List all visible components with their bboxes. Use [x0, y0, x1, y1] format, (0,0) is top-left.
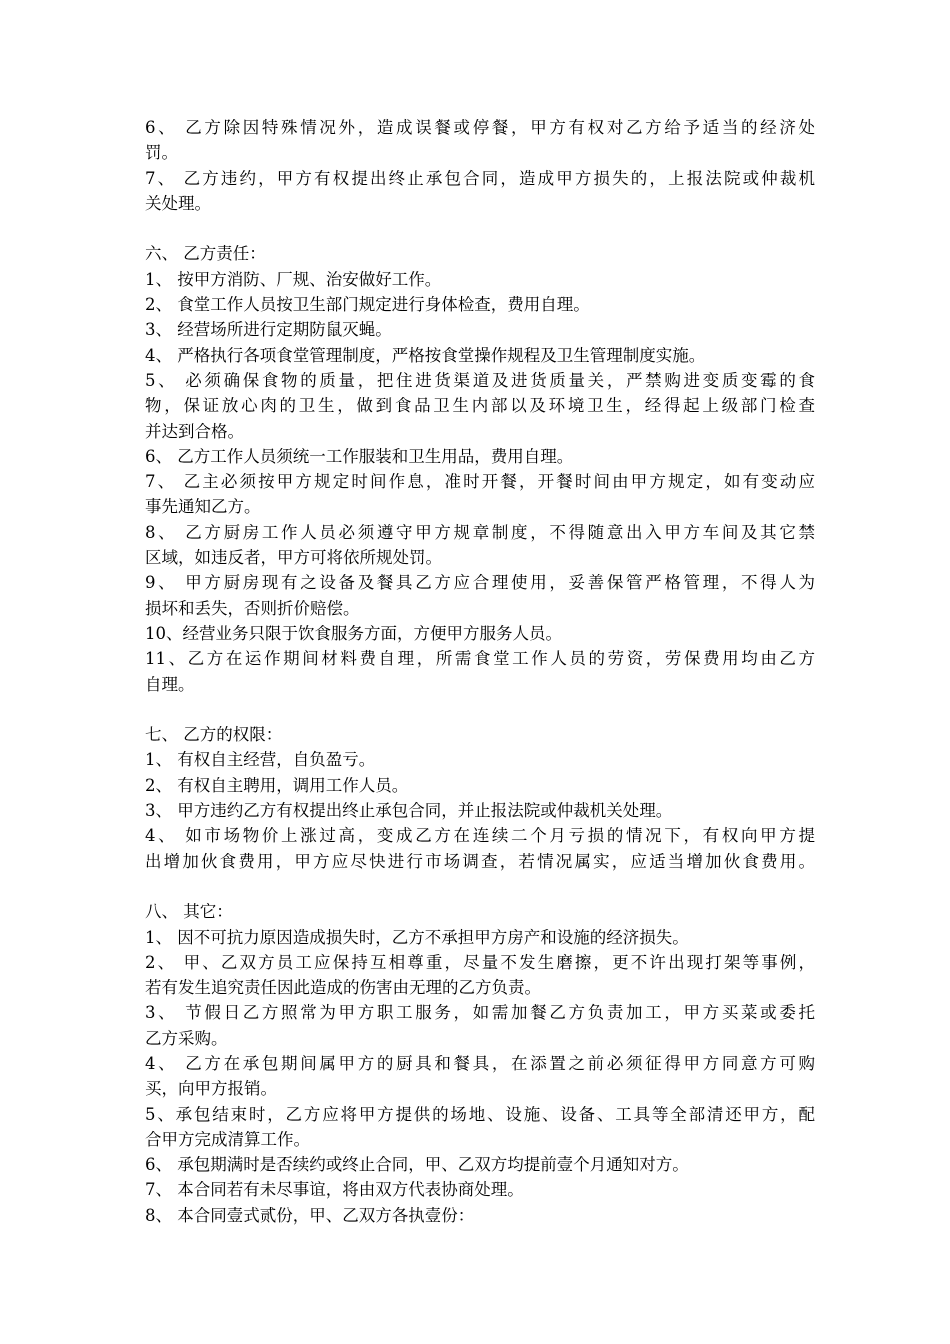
text-line: 2、 有权自主聘用，调用工作人员。: [145, 775, 409, 795]
text-line: 自理。: [145, 674, 195, 694]
text-line: 事先通知乙方。: [145, 497, 261, 517]
text-line: 合甲方完成清算工作。: [145, 1129, 310, 1149]
text-line: 六、 乙方责任：: [145, 244, 266, 264]
text-line: 乙方采购。: [145, 1028, 228, 1048]
text-line: 2、 甲、乙双方员工应保持互相尊重，尽量不发生磨擦，更不许出现打架等事例，: [145, 952, 815, 972]
text-line: 并达到合格。: [145, 421, 244, 441]
text-line: 1、 因不可抗力原因造成损失时，乙方不承担甲方房产和设施的经济损失。: [145, 927, 689, 947]
text-line: 4、 如市场物价上涨过高，变成乙方在连续二个月亏损的情况下，有权向甲方提: [145, 826, 815, 846]
text-line: 5、承包结束时，乙方应将甲方提供的场地、设施、设备、工具等全部清还甲方，配: [145, 1104, 815, 1124]
text-line: 买，向甲方报销。: [145, 1079, 277, 1099]
text-line: 8、 本合同壹式贰份，甲、乙双方各执壹份：: [145, 1205, 475, 1225]
text-line: 4、 严格执行各项食堂管理制度，严格按食堂操作规程及卫生管理制度实施。: [145, 345, 706, 365]
text-line: 7、 乙方违约，甲方有权提出终止承包合同，造成甲方损失的，上报法院或仲裁机: [145, 168, 815, 188]
text-line: 11、乙方在运作期间材料费自理，所需食堂工作人员的劳资，劳保费用均由乙方: [145, 649, 815, 669]
text-line: 出增加伙食费用，甲方应尽快进行市场调查，若情况属实，应适当增加伙食费用。: [145, 851, 815, 871]
text-line: 6、 乙方除因特殊情况外，造成误餐或停餐，甲方有权对乙方给予适当的经济处: [145, 118, 815, 137]
text-line: 4、 乙方在承包期间属甲方的厨具和餐具，在添置之前必须征得甲方同意方可购: [145, 1053, 815, 1073]
text-line: 物，保证放心肉的卫生，做到食品卫生内部以及环境卫生，经得起上级部门检查: [145, 396, 815, 416]
blank-line: [145, 697, 815, 722]
text-line: 10、经营业务只限于饮食服务方面，方便甲方服务人员。: [145, 623, 562, 643]
text-line: 2、 食堂工作人员按卫生部门规定进行身体检查，费用自理。: [145, 295, 590, 315]
text-line: 罚。: [145, 143, 178, 163]
text-line: 3、 经营场所进行定期防鼠灭蝇。: [145, 320, 392, 340]
text-line: 6、 乙方工作人员须统一工作服装和卫生用品，费用自理。: [145, 446, 574, 466]
document-page: [145, 115, 815, 1228]
text-line: 9、 甲方厨房现有之设备及餐具乙方应合理使用，妥善保管严格管理，不得人为: [145, 573, 815, 593]
text-line: 3、 甲方违约乙方有权提出终止承包合同，并止报法院或仲裁机关处理。: [145, 801, 673, 821]
text-line: 8、 乙方厨房工作人员必须遵守甲方规章制度，不得随意出入甲方车间及其它禁: [145, 522, 815, 542]
text-line: 6、 承包期满时是否续约或终止合同，甲、乙双方均提前壹个月通知对方。: [145, 1155, 689, 1175]
text-line: 1、 有权自主经营，自负盈亏。: [145, 750, 376, 770]
text-line: 损坏和丢失，否则折价赔偿。: [145, 598, 360, 618]
text-line: 7、 本合同若有未尽事谊，将由双方代表协商处理。: [145, 1180, 524, 1200]
blank-line: [145, 874, 815, 899]
blank-line: [145, 216, 815, 241]
text-line: 若有发生追究责任因此造成的伤害由无理的乙方负责。: [145, 978, 541, 998]
text-line: 七、 乙方的权限：: [145, 725, 283, 745]
text-line: 1、 按甲方消防、厂规、治安做好工作。: [145, 269, 442, 289]
text-line: 区域，如违反者，甲方可将依所规处罚。: [145, 548, 442, 568]
text-line: 5、 必须确保食物的质量，把住进货渠道及进货质量关，严禁购进变质变霉的食: [145, 370, 815, 390]
text-line: 关处理。: [145, 193, 211, 213]
text-line: 八、 其它：: [145, 902, 233, 922]
text-line: 7、 乙主必须按甲方规定时间作息，准时开餐，开餐时间由甲方规定，如有变动应: [145, 472, 815, 492]
text-line: 3、 节假日乙方照常为甲方职工服务，如需加餐乙方负责加工，甲方买菜或委托: [145, 1003, 815, 1023]
